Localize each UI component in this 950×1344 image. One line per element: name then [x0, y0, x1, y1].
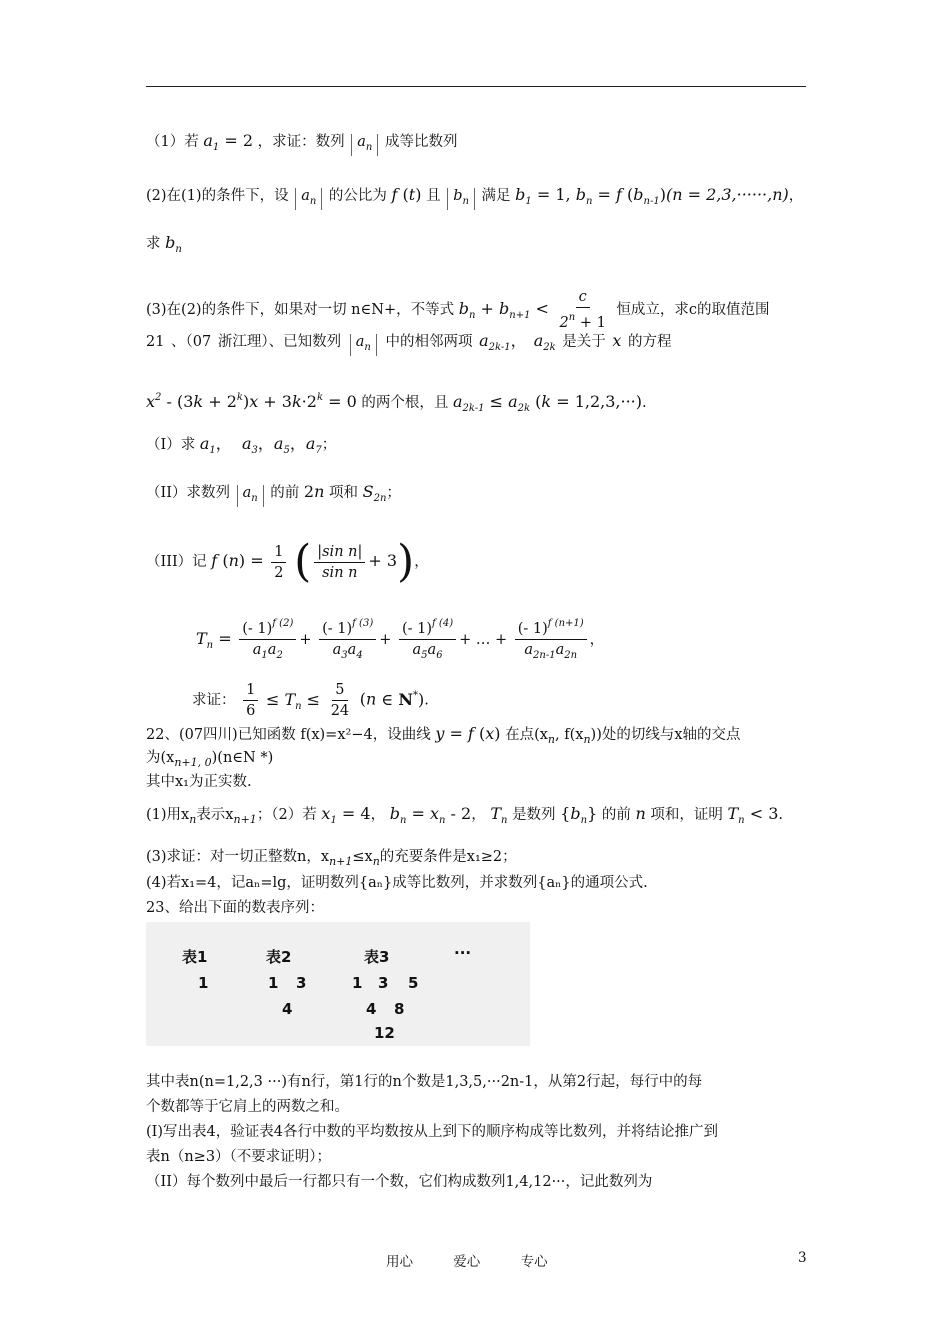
p22-line1: 22、(07四川)已知函数 f(x)=x²−4，设曲线 y = f (x) 在点($x_n$, $f(x_n)$)处的切线与x轴的交点: [146, 724, 741, 746]
p22-line3: 其中x₁为正实数.: [146, 774, 252, 790]
table-header-2: 表2: [266, 948, 292, 966]
q2-line: (2)在(1)的条件下，设 $a_n$ 的公比为 f (t) 且 $b_n$ 满足 $b_1 = 1$, $b_n = f$ $(b_{n-1})(n = 2,3,\cdot\cdot\cdot\cdot\cdot\cdot,n)$，: [146, 185, 803, 212]
table-cell: 3: [296, 974, 307, 992]
table-header-more: ···: [454, 944, 472, 962]
header-rule: [146, 86, 806, 87]
p22-q3: (3)求证：对一切正整数n，$x_{n+1}\le x_n$的充要条件是x₁≥2；: [146, 849, 517, 868]
p22-q1q2: (1)用$x_n$表示$x_{n+1}$；（2）若 $x_1 = 4$， $b_n = x_n - 2$， $T_n$ 是数列 $\{b_n\}$ 的前 n 项和，证明 $T_n < 3$.: [146, 804, 783, 826]
p22-q4: (4)若x₁=4，记aₙ=lg，证明数列{aₙ}成等比数列，并求数列{aₙ}的通项公式.: [146, 875, 648, 891]
p23-ii: （II）每个数列中最后一行都只有一个数，它们构成数列1,4,12···，记此数列为: [146, 1174, 653, 1190]
page-number: 3: [798, 1250, 807, 1266]
set-an: $a_n$: [351, 134, 378, 156]
q3-line: (3)在(2)的条件下，如果对一切 n∈N+，不等式 $b_n + b_{n+1}$ < $\frac{c}{2^n + 1}$ 恒成立，求c的取值范围: [146, 289, 770, 331]
p23-desc1: 其中表n(n=1,2,3 ···)有n行，第1行的n个数是1,3,5,···2n-1，从第2行起，每行中的每: [146, 1074, 703, 1090]
p23-i-line2: 表n（n≥3）（不要求证明）；: [146, 1149, 332, 1165]
number-table-image: [146, 922, 530, 1046]
p21-head: 21 、（07 浙江理）、已知数列 $a_n$ 中的相邻两项 $a_{2k-1}$， $a_{2k}$ 是关于 x 的方程: [146, 331, 672, 358]
p23-head: 23、给出下面的数表序列：: [146, 900, 324, 916]
table-cell: 1: [198, 974, 209, 992]
table-cell: 1: [352, 974, 363, 992]
table-cell: 1: [268, 974, 279, 992]
p21-equation: $x^2 - (3k + 2^k)x + 3k\cdot 2^k = 0$ 的两个根，且 $a_{2k-1} \le a_{2k}$ (k = 1,2,3,···).: [146, 392, 647, 414]
table-cell: 5: [408, 974, 419, 992]
p21-ii: （II）求数列 $a_n$ 的前 2n 项和 $S_{2n}$；: [146, 482, 401, 509]
p21-i: （I）求 $a_1$， $a_3$，$a_5$，$a_7$；: [146, 434, 337, 456]
footer-item: 爱心: [453, 1254, 481, 1270]
q1-line: （1）若 $a_1 = 2$ ，求证：数列 $a_n$ 成等比数列: [146, 131, 457, 158]
table-cell: 8: [394, 1000, 405, 1018]
page-footer: [386, 1250, 584, 1270]
p21-iii: （III）记 f (n) = $\frac{1}{2}$ ( $\frac{\text{|sin n|}}{\text{sin n}}$ + 3)，: [146, 536, 429, 587]
table-header-3: 表3: [364, 948, 390, 966]
p23-i-line1: (I)写出表4，验证表4各行中数的平均数按从上到下的顺序构成等比数列，并将结论推广到: [146, 1124, 718, 1140]
table-cell: 12: [374, 1024, 395, 1042]
table-header-1: 表1: [182, 948, 208, 966]
q2-ask: 求 $b_n$: [146, 233, 182, 255]
table-cell: 4: [366, 1000, 377, 1018]
p21-Tn: $T_n$ = $\frac{(- 1)^{f (2)}}{a_1a_2}$ + $\frac{(- 1)^{f (3)}}{a_3a_4}$ + $\frac{(- 1)^{f (4)}}{a_5a_6}$ + … + $\frac{(- 1)^{f (n+1)}}{a_{2n-1}a_{2n}}$ ，: [196, 614, 604, 666]
footer-item: 用心: [386, 1254, 413, 1270]
footer-item: 专心: [520, 1254, 548, 1270]
formula-a1: $a_1 = 2$: [203, 131, 254, 153]
table-cell: 4: [282, 1000, 293, 1018]
p23-desc2: 个数都等于它肩上的两数之和。: [146, 1099, 349, 1115]
table-cell: 3: [378, 974, 389, 992]
p21-prove: 求证： $\frac{1}{6}$ ≤ $T_n$ ≤ $\frac{5}{24}$ (n ∈ N*).: [192, 682, 429, 719]
p22-line2: 为$(x_{n+1, 0})(n\in N$ *): [146, 750, 274, 769]
